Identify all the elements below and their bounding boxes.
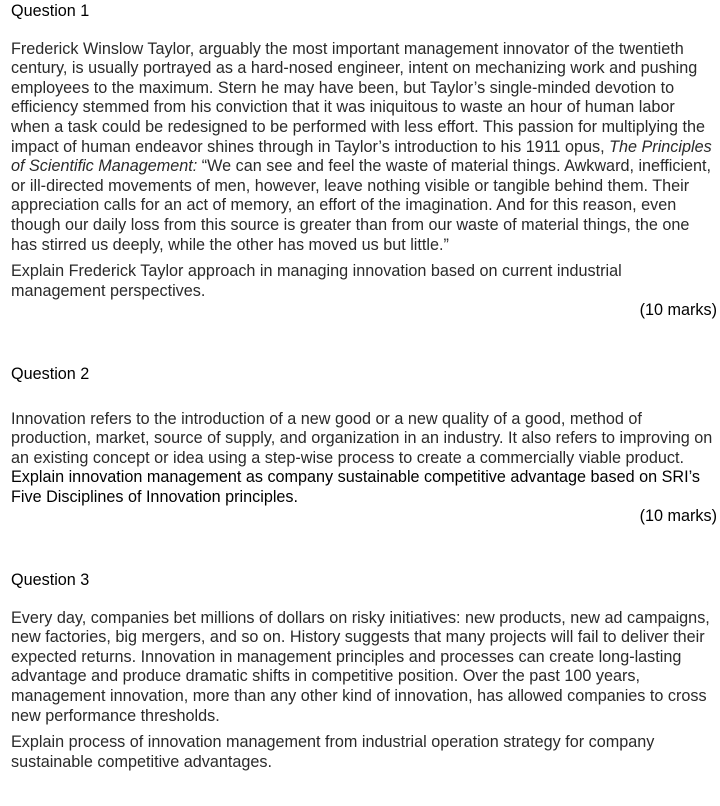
question-1-passage <box>11 40 717 256</box>
question-2-passage <box>11 410 717 508</box>
question-1-marks: (10 marks) <box>639 301 717 320</box>
book-title: The Principles of Scientific Management: <box>11 137 712 176</box>
question-2-passage-context: Innovation refers to the introduction of a new good or a new quality of a good, method of production, market, source of supply, and organization in an industry. It also refers to improving on an existing concept or idea using a step-wise process to create a commercially viable product. <box>11 409 713 467</box>
question-2-prompt: Explain innovation management as company sustainable competitive advantage based on SRI’s Five Disciplines of Innovation principles. <box>11 468 700 506</box>
question-2 <box>11 365 717 527</box>
question-1-passage-part-a: Frederick Winslow Taylor, arguably the most important management innovator of the twentieth century, is usually portrayed as a hard-nosed engineer, intent on mechanizing work and pushing employees to the maximum. Stern he may have been, but Taylor’s single-minded devotion to efficiency stemmed from his conviction that it was iniquitous to waste an hour of human labor when a task could be redesigned to be performed with less effort. This passion for multiplying the impact of human endeavor shines through in Taylor’s introduction to his 1911 opus, <box>11 39 706 156</box>
question-3-passage: Every day, companies bet millions of dollars on risky initiatives: new products, new ad campaigns, new factories, big mergers, and so on. History suggests that many projects will fail to deliver their expected returns. Innovation in management principles and processes can create long-lasting advantage and produce dramatic shifts in competitive position. Over the past 100 years, management innovation, more than any other kind of innovation, has allowed companies to cross new performance thresholds. <box>11 608 710 725</box>
question-3-prompt: Explain process of innovation management from industrial operation strategy for company sustainable competitive advantages. <box>11 733 655 771</box>
question-1-prompt: Explain Frederick Taylor approach in managing innovation based on current industrial management perspectives. <box>11 262 622 300</box>
question-1 <box>11 0 717 321</box>
question-1-passage-part-b: “We can see and feel the waste of material things. Awkward, inefficient, or ill-directed movements of men, however, leave nothing visible or tangible behind them. Their appreciation calls for an act of memory, an effort of the imagination. And for this reason, even though our daily loss from this source is greater than from our waste of material things, the one has stirred us deeply, while the other has moved us but little.” <box>11 157 712 254</box>
question-3 <box>11 571 717 772</box>
question-2-title: Question 2 <box>11 364 90 383</box>
question-2-marks: (10 marks) <box>639 507 717 526</box>
question-3-title: Question 3 <box>11 571 90 590</box>
question-1-title: Question 1 <box>11 2 90 20</box>
